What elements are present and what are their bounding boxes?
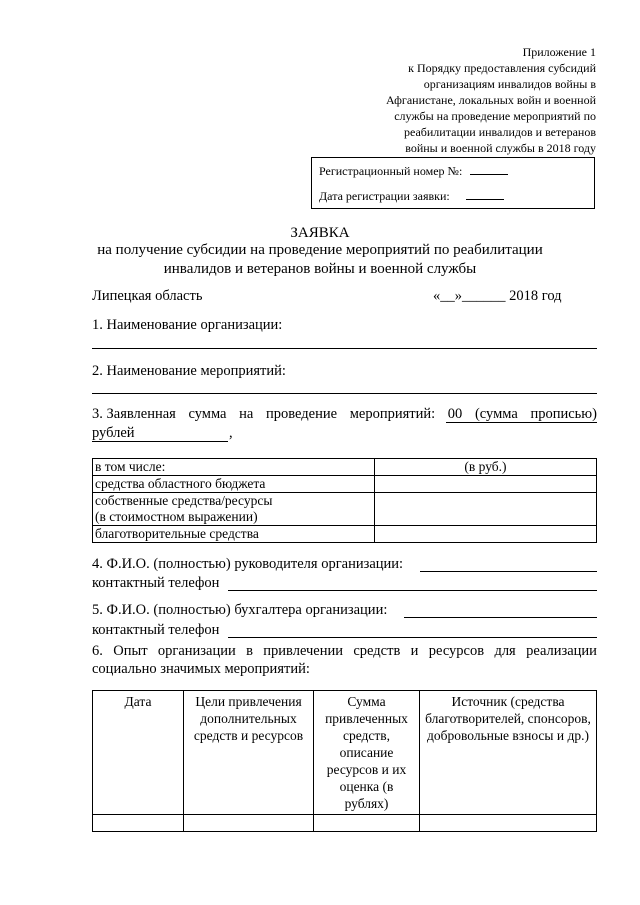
appendix-line: организациям инвалидов войны в: [423, 77, 596, 91]
registration-number-label: Регистрационный номер №:: [319, 164, 463, 178]
item-director-name: 4. Ф.И.О. (полностью) руководителя организации:: [92, 556, 404, 572]
form-title: ЗАЯВКА: [290, 225, 350, 241]
accountant-phone-label: контактный телефон: [92, 622, 220, 638]
budget-row-label: средства областного бюджета: [93, 476, 375, 493]
item-organization-name: 1. Наименование организации:: [92, 317, 283, 333]
experience-word: ресурсов: [428, 643, 485, 659]
table-row: [93, 493, 597, 526]
table-row: [93, 476, 597, 493]
budget-row-label: [93, 493, 375, 526]
appendix-line: Афганистане, локальных войн и военной: [385, 93, 596, 107]
item-funding-experience: [92, 643, 597, 660]
budget-breakdown-table: [92, 458, 597, 543]
budget-header-right: (в руб.): [375, 459, 597, 476]
column-header-source: Источник (средства благотворителей, спонсоров, добровольные взносы и др.): [420, 691, 597, 815]
amount-word: сумма: [188, 406, 227, 422]
registration-number-row: [319, 164, 508, 179]
table-row: [93, 526, 597, 543]
amount-currency-underline[interactable]: [92, 441, 228, 442]
registration-number-field[interactable]: [470, 164, 508, 175]
budget-row-label: благотворительные средства: [93, 526, 375, 543]
amount-comma: ,: [229, 425, 233, 441]
form-subtitle: [60, 241, 580, 279]
registration-box: [311, 157, 595, 209]
amount-word: 00: [447, 406, 463, 422]
registration-date-field[interactable]: [466, 189, 504, 200]
budget-header-left: в том числе:: [93, 459, 375, 476]
appendix-note: [336, 44, 596, 156]
appendix-line: службы на проведение мероприятий по: [394, 109, 596, 123]
amount-word: на: [239, 406, 254, 422]
experience-word: 6.: [92, 643, 103, 659]
registration-date-label: Дата регистрации заявки:: [319, 189, 450, 203]
amount-word: (сумма: [474, 406, 518, 422]
amount-word: 3. Заявленная: [92, 406, 176, 422]
table-row: [93, 691, 597, 815]
amount-currency: рублей: [92, 425, 135, 441]
item-accountant-name: 5. Ф.И.О. (полностью) бухгалтера организации:: [92, 602, 388, 618]
appendix-line: к Порядку предоставления субсидий: [408, 61, 596, 75]
table-cell[interactable]: [93, 815, 184, 832]
appendix-line: войны и военной службы в 2018 году: [405, 141, 596, 155]
budget-row-value[interactable]: [375, 476, 597, 493]
column-header-goals: Цели привлечения дополнительных средств и ресурсов: [184, 691, 314, 815]
experience-word: реализации: [526, 643, 597, 659]
budget-row-value[interactable]: [375, 526, 597, 543]
amount-in-words-underline[interactable]: [446, 422, 597, 423]
organization-name-field[interactable]: [92, 348, 597, 349]
form-subtitle-line: инвалидов и ветеранов войны и военной службы: [163, 261, 477, 277]
experience-word: в: [246, 643, 253, 659]
table-row: [93, 815, 597, 832]
experience-word: организации: [157, 643, 236, 659]
item-requested-amount: [92, 406, 597, 423]
appendix-line: Приложение 1: [522, 45, 596, 59]
table-row: [93, 459, 597, 476]
amount-word: прописью): [530, 406, 597, 422]
application-date[interactable]: «__»______ 2018 год: [433, 288, 562, 304]
event-name-field[interactable]: [92, 393, 597, 394]
budget-row-label-line: (в стоимостном выражении): [95, 509, 258, 524]
registration-date-row: [319, 189, 504, 204]
item-event-name: 2. Наименование мероприятий:: [92, 363, 286, 379]
table-cell[interactable]: [314, 815, 420, 832]
funding-experience-table: [92, 690, 597, 832]
region-label: Липецкая область: [92, 288, 203, 304]
experience-word: привлечении: [263, 643, 344, 659]
experience-word: Опыт: [113, 643, 148, 659]
director-name-field[interactable]: [420, 571, 597, 572]
accountant-name-field[interactable]: [404, 617, 597, 618]
table-cell[interactable]: [420, 815, 597, 832]
budget-row-value[interactable]: [375, 493, 597, 526]
director-phone-field[interactable]: [228, 590, 597, 591]
column-header-date: Дата: [93, 691, 184, 815]
experience-line2: социально значимых мероприятий:: [92, 661, 310, 677]
column-header-amount: Сумма привлеченных средств, описание ресурсов и их оценка (в рублях): [314, 691, 420, 815]
amount-word: проведение: [266, 406, 338, 422]
experience-word: средств: [353, 643, 401, 659]
experience-word: для: [494, 643, 516, 659]
experience-word: и: [410, 643, 419, 659]
appendix-line: реабилитации инвалидов и ветеранов: [403, 125, 596, 139]
form-subtitle-line: на получение субсидии на проведение мероприятий по реабилитации: [97, 242, 543, 258]
budget-row-label-line: собственные средства/ресурсы: [95, 493, 273, 508]
director-phone-label: контактный телефон: [92, 575, 220, 591]
table-cell[interactable]: [184, 815, 314, 832]
amount-word: мероприятий:: [349, 406, 436, 422]
accountant-phone-field[interactable]: [228, 637, 597, 638]
